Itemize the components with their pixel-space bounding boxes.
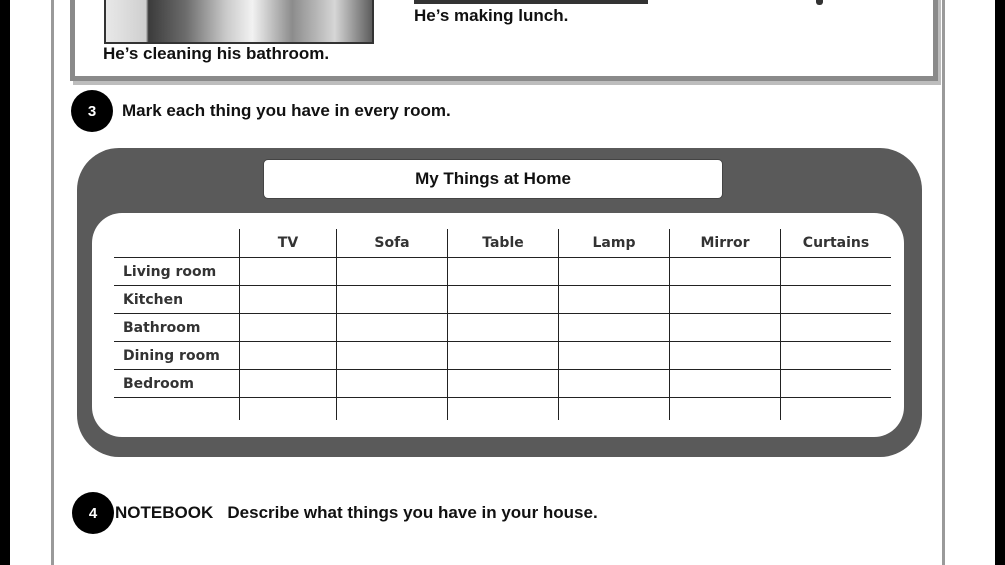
page-border-left [51,0,54,565]
column-header-table: Table [448,229,559,258]
mark-cell[interactable] [670,342,781,370]
exercise-3-instruction: Mark each thing you have in every room. [122,101,451,120]
mark-cell[interactable] [337,258,448,286]
mark-cell[interactable] [559,398,670,421]
mark-cell[interactable] [240,342,337,370]
mark-cell[interactable] [448,342,559,370]
mark-cell[interactable] [448,314,559,342]
mark-cell[interactable] [448,286,559,314]
mark-cell[interactable] [781,286,892,314]
table-row-blank [114,398,891,421]
mark-cell[interactable] [448,258,559,286]
mark-cell[interactable] [670,258,781,286]
mark-cell[interactable] [240,370,337,398]
mark-cell[interactable] [240,286,337,314]
bathroom-photo [104,0,374,44]
row-label-bathroom: Bathroom [114,314,240,342]
mark-cell[interactable] [240,398,337,421]
mark-cell[interactable] [337,314,448,342]
exercise-4-instruction: NOTEBOOK Describe what things you have in your house. [115,503,598,522]
column-header-mirror: Mirror [670,229,781,258]
mark-cell[interactable] [240,314,337,342]
mark-cell[interactable] [670,398,781,421]
column-header-lamp: Lamp [559,229,670,258]
column-header-curtains: Curtains [781,229,892,258]
table-row [114,342,891,370]
mark-cell[interactable] [559,314,670,342]
mark-cell[interactable] [337,398,448,421]
exercise-4-number: 4 [72,492,114,534]
mark-cell[interactable] [559,342,670,370]
mark-cell[interactable] [670,370,781,398]
mark-cell[interactable] [781,258,892,286]
mark-cell[interactable] [240,258,337,286]
exercise-3-number: 3 [71,90,113,132]
mark-cell[interactable] [448,398,559,421]
mark-cell[interactable] [781,314,892,342]
mark-cell[interactable] [781,398,892,421]
lunch-photo-edge [414,0,648,4]
mark-cell[interactable] [337,286,448,314]
table-title: My Things at Home [263,159,723,199]
table-row [114,314,891,342]
row-label-living-room: Living room [114,258,240,286]
mark-cell[interactable] [448,370,559,398]
mark-cell[interactable] [670,314,781,342]
row-label-kitchen: Kitchen [114,286,240,314]
table-row [114,258,891,286]
row-label-blank[interactable] [114,398,240,421]
mark-cell[interactable] [559,370,670,398]
column-header-tv: TV [240,229,337,258]
row-label-dining-room: Dining room [114,342,240,370]
mark-cell[interactable] [559,286,670,314]
mark-cell[interactable] [337,342,448,370]
things-at-home-table [114,229,891,420]
column-header-sofa: Sofa [337,229,448,258]
photo-edge-mark [816,0,823,5]
mark-cell[interactable] [670,286,781,314]
caption-cleaning-bathroom: He’s cleaning his bathroom. [103,44,330,63]
mark-cell[interactable] [337,370,448,398]
corner-header [114,229,240,258]
caption-making-lunch: He’s making lunch. [414,6,569,25]
mark-cell[interactable] [781,342,892,370]
row-label-bedroom: Bedroom [114,370,240,398]
mark-cell[interactable] [781,370,892,398]
page-border-right [942,0,945,565]
table-row [114,286,891,314]
table-row [114,370,891,398]
mark-cell[interactable] [559,258,670,286]
